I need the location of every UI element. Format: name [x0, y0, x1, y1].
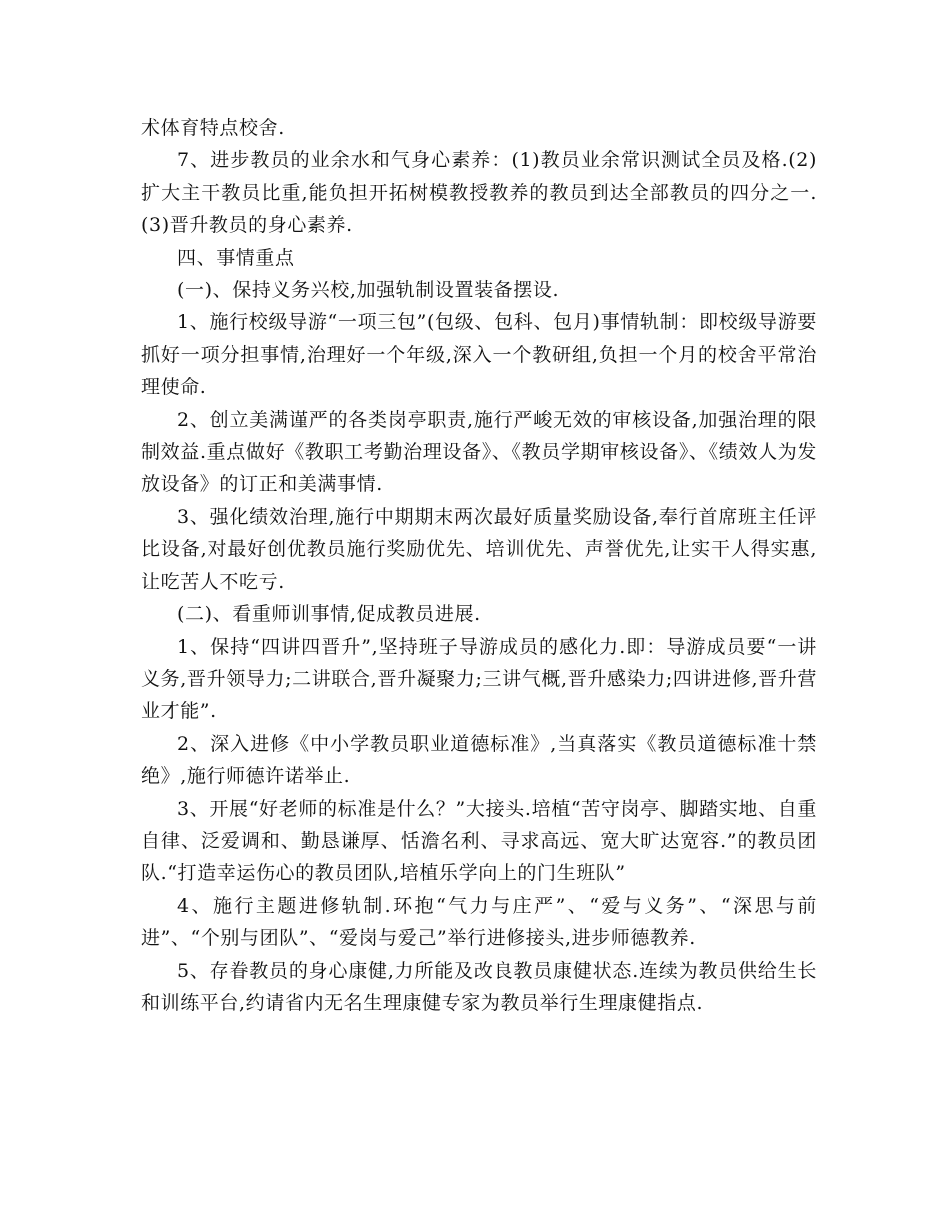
paragraph-item-1b: 1、保持“四讲四晋升”,坚持班子导游成员的感化力.即：导游成员要“一讲义务,晋升领导力;二讲联合,晋升凝聚力;三讲气概,晋升感染力;四讲进修,晋升营业才能”.	[141, 635, 817, 723]
paragraph-item-3b: 3、开展“好老师的标准是什么？”大接头.培植“苦守岗亭、脚踏实地、自重自律、泛爱调和、勤恳谦厚、恬澹名利、寻求高远、宽大旷达宽容.”的教员团队.“打造幸运伤心的教员团队,培植乐学向上的门生班队”	[141, 797, 817, 885]
paragraph-item-1: 1、施行校级导游“一项三包”(包级、包科、包月)事情轨制：即校级导游要抓好一项分担事情,治理好一个年级,深入一个教研组,负担一个月的校舍平常治理使命.	[141, 311, 817, 399]
paragraph-item-2b: 2、深入进修《中小学教员职业道德标准》,当真落实《教员道德标准十禁绝》,施行师德许诺举止.	[141, 732, 817, 788]
document-body	[141, 112, 817, 1019]
subsection-heading-2: (二)、看重师训事情,促成教员进展.	[177, 603, 481, 626]
paragraph-item-2: 2、创立美满谨严的各类岗亭职责,施行严峻无效的审核设备,加强治理的限制效益.重点做好《教职工考勤治理设备》、《教员学期审核设备》、《绩效人为发放设备》的订正和美满事情.	[141, 408, 817, 496]
paragraph-item-4b: 4、施行主题进修轨制.环抱“气力与庄严”、“爱与义务”、“深思与前进”、“个别与团队”、“爱岗与爱己”举行进修接头,进步师德教养.	[141, 894, 817, 950]
subsection-heading-1: (一)、保持义务兴校,加强轨制设置装备摆设.	[177, 279, 560, 302]
paragraph-item-7: 7、进步教员的业余水和气身心素养：(1)教员业余常识测试全员及格.(2)扩大主干教员比重,能负担开拓树模教授教养的教员到达全部教员的四分之一.(3)晋升教员的身心素养.	[141, 149, 817, 237]
paragraph-item-3: 3、强化绩效治理,施行中期期末两次最好质量奖励设备,奉行首席班主任评比设备,对最好创优教员施行奖励优先、培训优先、声誉优先,让实干人得实惠,让吃苦人不吃亏.	[141, 505, 817, 593]
section-heading-work-focus: 四、事情重点	[177, 246, 295, 269]
paragraph-item-5b: 5、存眷教员的身心康健,力所能及改良教员康健状态.连续为教员供给生长和训练平台,约请省内无名生理康健专家为教员举行生理康健指点.	[141, 959, 817, 1014]
paragraph-continuation: 术体育特点校舍.	[141, 117, 285, 139]
